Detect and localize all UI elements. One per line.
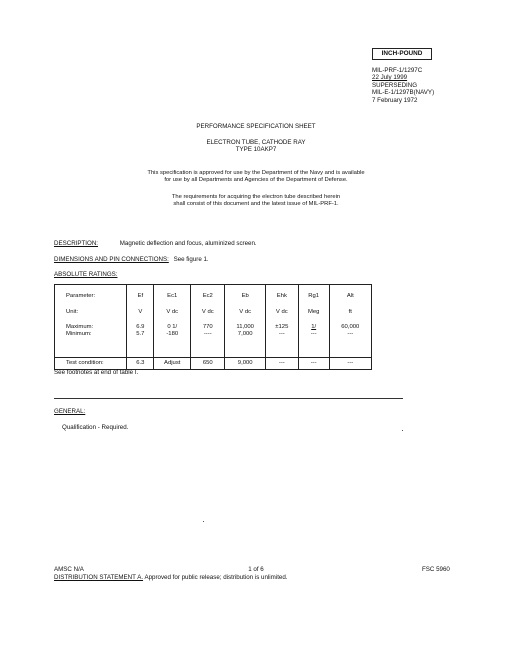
table-footnote-reference: See footnotes at end of table I. [54, 369, 139, 376]
param-min: --- [310, 330, 317, 337]
param-max: 1/ [311, 324, 317, 331]
doc-number: MIL-PRF-1/1297C [372, 67, 423, 74]
section-divider [54, 398, 403, 399]
param-name: Rg1 [308, 293, 320, 299]
param-min: 5.7 [136, 330, 145, 337]
requirements-line-2: shall consist of this document and the latest issue of MIL-PRF-1. [173, 201, 339, 207]
parameter-label: Parameter: [66, 293, 96, 299]
minimum-label: Minimum: [66, 330, 92, 337]
page-number: 1 of 6 [248, 566, 264, 573]
approval-line-2: for use by all Departments and Agencies of the Department of Defense. [164, 177, 348, 183]
scan-speck [402, 430, 403, 431]
param-max: ±125 [275, 324, 289, 331]
param-unit: V dc [239, 308, 252, 315]
requirements-line-1: The requirements for acquiring the electron tube described herein [171, 194, 341, 200]
param-min: -180 [166, 330, 179, 337]
distribution-statement [54, 574, 288, 581]
param-unit: ft [348, 308, 352, 315]
document-identifiers [372, 67, 434, 104]
test-value-ec2: 650 [191, 358, 225, 370]
column-alt [329, 285, 371, 358]
maximum-label: Maximum: [66, 324, 94, 331]
column-rg1 [298, 285, 329, 358]
fsc-code: FSC 5960 [422, 566, 450, 573]
param-name: Ec2 [202, 293, 213, 299]
approval-line-1: This specification is approved for use by the Department of the Navy and is available [147, 170, 365, 176]
description-section [54, 240, 257, 247]
amsc-notice: AMSC N/A [54, 566, 84, 573]
param-name: Eb [241, 293, 249, 299]
general-label: GENERAL: [54, 408, 86, 415]
distribution-label: DISTRIBUTION STATEMENT A. [54, 574, 144, 581]
doc-date: 22 July 1999 [372, 74, 408, 82]
param-max: 60,000 [341, 324, 360, 331]
param-unit: V [138, 308, 143, 315]
param-max: 11,000 [236, 324, 254, 331]
tube-title: ELECTRON TUBE, CATHODE RAY [206, 139, 306, 146]
param-unit: Meg [307, 308, 320, 315]
sheet-title: PERFORMANCE SPECIFICATION SHEET [196, 123, 316, 130]
inch-pound-box: INCH-POUND [372, 48, 432, 60]
param-name: Ehk [276, 293, 287, 299]
param-min: --- [278, 330, 285, 337]
superseded-date: 7 February 1972 [372, 96, 418, 104]
unit-label: Unit: [66, 308, 79, 315]
test-value-ef: 6.3 [127, 358, 154, 370]
param-unit: V dc [166, 308, 179, 315]
column-ec1 [154, 285, 191, 358]
test-condition-label: Test condition: [55, 358, 127, 370]
scan-speck [203, 521, 204, 522]
row-labels-cell [55, 285, 127, 358]
test-value-ec1: Adjust [154, 358, 191, 370]
test-value-rg1: --- [298, 358, 329, 370]
param-max: 6.9 [136, 324, 145, 331]
dimensions-text: See figure 1. [173, 256, 209, 263]
dimensions-label: DIMENSIONS AND PIN CONNECTIONS: [54, 256, 169, 263]
description-label: DESCRIPTION: [54, 240, 99, 247]
param-unit: V dc [201, 308, 214, 315]
column-ehk [265, 285, 298, 358]
param-min: 7,000 [237, 330, 253, 337]
ratings-label: ABSOLUTE RATINGS: [54, 271, 118, 278]
test-value-ehk: --- [265, 358, 298, 370]
tube-type: TYPE 10AKP7 [235, 146, 277, 153]
param-name: Ec1 [167, 293, 178, 299]
param-name: Ef [137, 293, 144, 299]
column-ec2 [191, 285, 225, 358]
absolute-ratings-table [54, 284, 372, 370]
qualification-text: Qualification - Required. [62, 424, 129, 431]
column-eb [225, 285, 265, 358]
param-unit: V dc [275, 308, 288, 315]
description-text: Magnetic deflection and focus, aluminized screen. [119, 240, 257, 247]
superseded-doc: MIL-E-1/1297B(NAVY) [372, 89, 435, 97]
superseding-label: SUPERSEDING [372, 81, 418, 89]
param-name: Alt [346, 293, 354, 299]
test-value-alt: --- [329, 358, 371, 370]
param-max: 770 [202, 324, 213, 331]
param-min: ---- [203, 330, 212, 337]
param-max: 0 1/ [167, 324, 178, 331]
distribution-text: Approved for public release; distribution is unlimited. [144, 574, 288, 581]
test-value-eb: 9,000 [225, 358, 265, 370]
dimensions-section [54, 256, 209, 263]
ratings-main-row [55, 285, 372, 358]
column-ef [127, 285, 154, 358]
test-condition-row [55, 358, 372, 370]
param-min: --- [347, 330, 354, 337]
